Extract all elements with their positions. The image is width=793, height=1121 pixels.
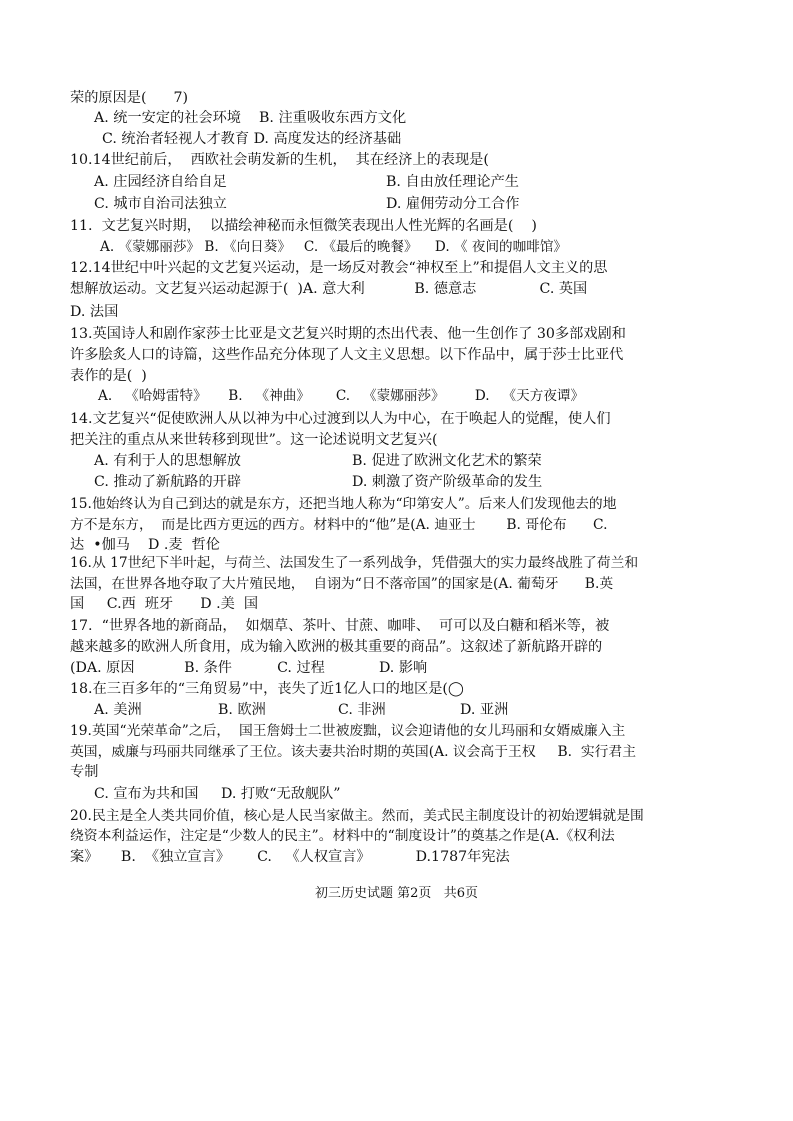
option-line: C. 宣布为共和国 D. 打败“无敌舰队”: [94, 786, 341, 802]
option-line: C. 统治者轻视人才教育 D. 高度发达的经济基础: [102, 131, 402, 147]
option-line: D. 亚洲: [460, 702, 509, 718]
option-line: D. 雇佣劳动分工合作: [386, 196, 520, 212]
page-footer: 初三历史试题 第2页 共6页: [314, 886, 479, 901]
option-line: A. 美洲: [94, 702, 142, 718]
question-line: 17. “世界各地的新商品， 如烟草、茶叶、甘蔗、咖啡、 可可以及白糖和稻米等，被: [70, 618, 610, 634]
option-line: D. 刺激了资产阶级革命的发生: [352, 474, 543, 490]
question-line: 11. 文艺复兴时期， 以描绘神秘而永恒微笑表现出人性光辉的名画是( ): [70, 218, 537, 234]
option-line: (DA. 原因 B. 条件 C. 过程 D. 影响: [70, 660, 428, 676]
text-line: 把关注的重点从来世转移到现世”。这一论述说明文艺复兴(: [70, 432, 438, 448]
question-line: 20.民主是全人类共同价值，核心是人民当家做主。然而，美式民主制度设计的初始逻辑就是围: [70, 808, 644, 824]
option-line: C. 非洲: [338, 702, 386, 718]
text-line: 越来越多的欧洲人所食用，成为输入欧洲的极其重要的商品”。这叙述了新航路开辟的: [70, 639, 603, 655]
text-line: 绕资本利益运作，注定是“少数人的民主”。材料中的“制度设计”的奠基之作是(A.《权利法: [70, 828, 615, 844]
question-line: 12.14世纪中叶兴起的文艺复兴运动，是一场反对教会“神权至上”和提倡人文主义的思: [70, 260, 608, 276]
question-line: 15.他始终认为自己到达的就是东方，还把当地人称为“印第安人”。后来人们发现他去的地: [70, 496, 617, 512]
text-line: 方不是东方， 而是比西方更远的西方。材料中的“他”是(A. 迪亚士 B. 哥伦布 C.: [70, 517, 608, 533]
question-line: 18.在三百多年的“三角贸易”中，丧失了近1亿人口的地区是(◯: [70, 681, 464, 697]
text-line: 国 C.西 班牙 D .美 国: [70, 596, 259, 612]
option-line: A. 《哈姆雷特》 B. 《神曲》 C. 《蒙娜丽莎》 D. 《天方夜谭》: [98, 388, 585, 404]
option-line: A. 统一安定的社会环境 B. 注重吸收东西方文化: [94, 110, 407, 126]
option-line: B. 自由放任理论产生: [386, 174, 519, 190]
option-line: B. 欧洲: [218, 702, 266, 718]
option-line: B. 促进了欧洲文化艺术的繁荣: [352, 453, 542, 469]
question-line: 13.英国诗人和剧作家莎士比亚是文艺复兴时期的杰出代表、他一生创作了 30多部戏剧和: [70, 326, 626, 342]
option-line: A. 有利于人的思想解放: [94, 453, 241, 469]
text-line: 表作的是( ): [70, 368, 147, 384]
option-line: C. 推动了新航路的开辟: [94, 474, 242, 490]
question-line: 19.英国“光荣革命”之后， 国王詹姆士二世被废黜，议会迎请他的女儿玛丽和女婿威廉入主: [70, 723, 626, 739]
option-line: A. 《蒙娜丽莎》 B. 《向日葵》 C. 《最后的晚餐》 D. 《 夜间的咖啡馆》: [100, 239, 568, 255]
option-line: C. 城市自治司法独立: [94, 196, 227, 212]
text-line: 许多脍炙人口的诗篇，这些作品充分体现了人文主义思想。以下作品中，属于莎士比亚代: [70, 347, 624, 363]
text-line: 法国，在世界各地夺取了大片殖民地， 自诩为“日不落帝国”的国家是(A. 葡萄牙 B.英: [70, 576, 614, 592]
text-line: 达 •伽马 D .麦 哲伦: [70, 537, 220, 553]
option-line: A. 庄园经济自给自足: [94, 174, 227, 190]
text-line: 英国，威廉与玛丽共同继承了王位。该夫妻共治时期的英国(A. 议会高于王权 B. 实行君主: [70, 744, 637, 760]
question-line: 10.14世纪前后， 西欧社会萌发新的生机， 其在经济上的表现是(: [70, 152, 489, 168]
question-line: 14.文艺复兴“促使欧洲人从以神为中心过渡到以人为中心，在于唤起人的觉醒，使人们: [70, 411, 611, 427]
text-line: 想解放运动。文艺复兴运动起源于( )A. 意大利 B. 德意志 C. 英国: [70, 281, 588, 297]
text-line: 案》 B. 《独立宣言》 C. 《人权宣言》 D.1787年宪法: [70, 849, 510, 865]
question-line: 16.从 17世纪下半叶起，与荷兰、法国发生了一系列战争，凭借强大的实力最终战胜了荷兰和: [70, 555, 639, 571]
text-line: 专制: [70, 764, 99, 780]
option-line: D. 法国: [70, 304, 119, 320]
text-line: 荣的原因是( 7): [70, 90, 189, 106]
